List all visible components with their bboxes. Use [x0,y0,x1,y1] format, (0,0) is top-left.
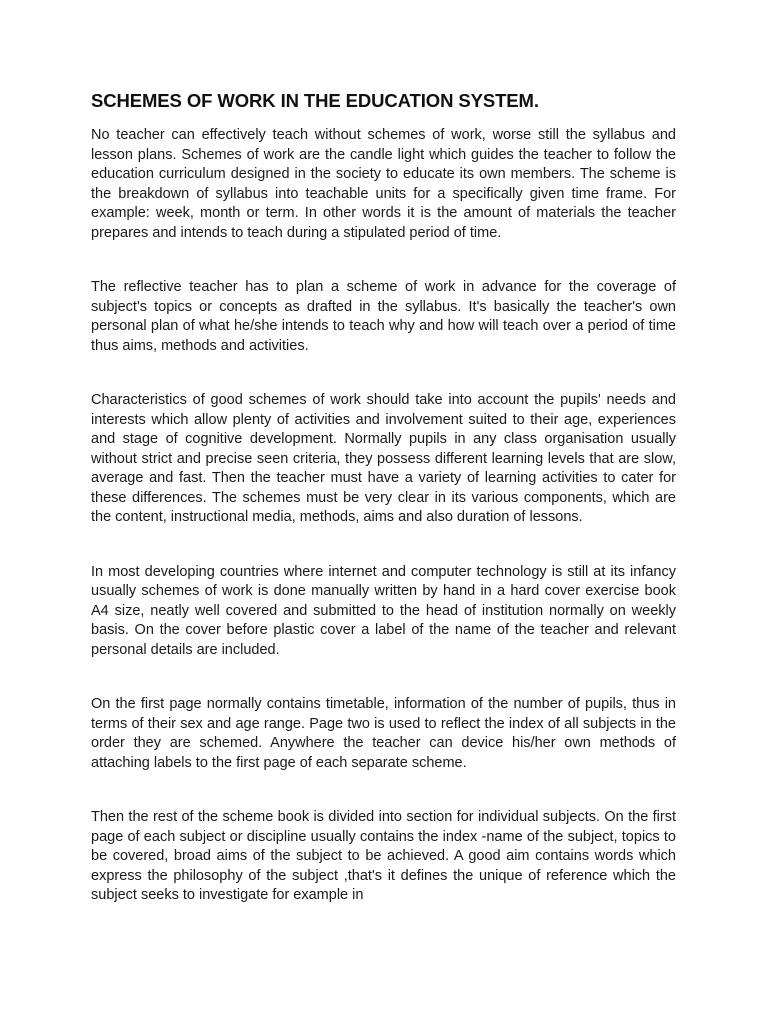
paragraph-2: The reflective teacher has to plan a scheme of work in advance for the coverage of subject's topics or concepts as drafted in the syllabus. It's basically the teacher's own personal plan of what he/she intends to teach why and how will teach over a period of time thus aims, methods and activities. [91,279,676,354]
paragraph-1: No teacher can effectively teach without schemes of work, worse still the syllabus and lesson plans. Schemes of work are the candle light which guides the teacher to follow the education curriculum designed in the society to educate its own members. The scheme is the breakdown of syllabus into teachable units for a specifically given time frame. For example: week, month or term. In other words it is the amount of materials the teacher prepares and intends to teach during a stipulated period of time. [91,127,676,241]
paragraph-6: Then the rest of the scheme book is divided into section for individual subjects. On the first page of each subject or discipline usually contains the index -name of the subject, topics to be covered, broad aims of the subject to be achieved. A good aim contains words which express the philosophy of the subject ,that's it defines the unique of reference which the subject seeks to investigate for example in [91,809,676,903]
document-body [91,126,676,941]
page-title: SCHEMES OF WORK IN THE EDUCATION SYSTEM. [91,90,539,111]
paragraph-4: In most developing countries where internet and computer technology is still at its infancy usually schemes of work is done manually written by hand in a hard cover exercise book A4 size, neatly well covered and submitted to the head of institution normally on weekly basis. On the cover before plastic cover a label of the name of the teacher and relevant personal details are included. [91,563,676,658]
paragraph-5: On the first page normally contains timetable, information of the number of pupils, thus in terms of their sex and age range. Page two is used to reflect the index of all subjects in the order they are schemed. Anywhere the teacher can device his/her own methods of attaching labels to the first page of each separate scheme. [91,696,676,771]
paragraph-3: Characteristics of good schemes of work should take into account the pupils' needs and interests which allow plenty of activities and involvement suited to their age, experiences and stage of cognitive development. Normally pupils in any class organisation usually without strict and precise seen criteria, they possess different learning levels that are slow, average and fast. Then the teacher must have a variety of learning activities to cater for these differences. The schemes must be very clear in its various components, which are the content, instructional media, methods, aims and also duration of lessons. [91,392,676,525]
